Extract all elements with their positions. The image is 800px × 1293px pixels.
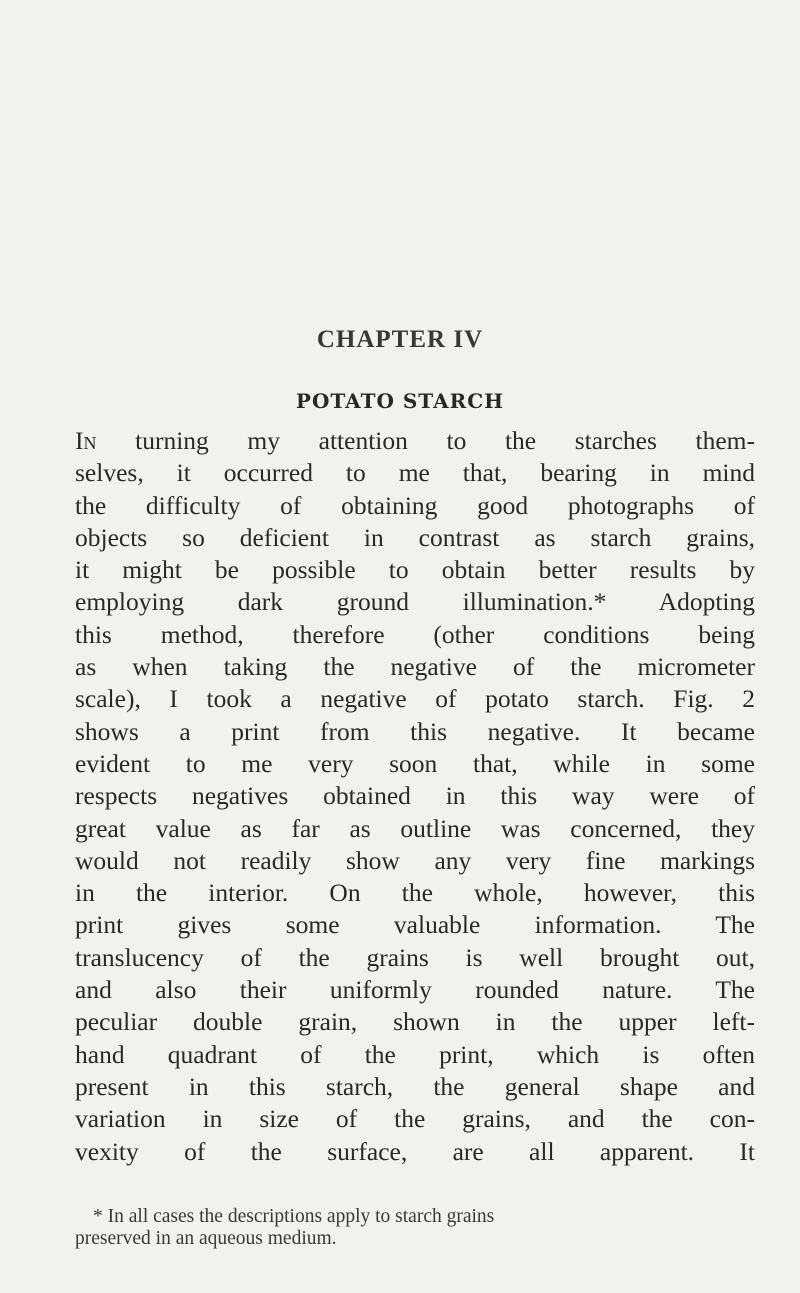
text-line: as when taking the negative of the micrometer bbox=[75, 652, 755, 682]
text-line bbox=[75, 425, 755, 457]
text-line: in the interior. On the whole, however, this bbox=[75, 878, 755, 908]
chapter-heading: CHAPTER IV bbox=[316, 326, 484, 353]
text-line: selves, it occurred to me that, bearing in mind bbox=[75, 458, 755, 488]
text-line: the difficulty of obtaining good photographs of bbox=[75, 490, 755, 520]
text-line: translucency of the grains is well brought out, bbox=[75, 942, 755, 972]
footnote-line: preserved in an aqueous medium. bbox=[75, 1228, 337, 1249]
text-line: print gives some valuable information. The bbox=[75, 910, 755, 940]
text-line: hand quadrant of the print, which is often bbox=[75, 1039, 755, 1069]
footnote bbox=[75, 1206, 755, 1250]
text-line: respects negatives obtained in this way were of bbox=[75, 781, 755, 811]
lead-word: In bbox=[75, 426, 97, 455]
text-line: present in this starch, the general shape and bbox=[75, 1071, 755, 1101]
footnote-line: * In all cases the descriptions apply to starch grains bbox=[93, 1206, 495, 1227]
text-line: great value as far as outline was concerned, they bbox=[75, 813, 755, 843]
chapter-title: POTATO STARCH bbox=[295, 389, 505, 413]
text-line: employing dark ground illumination.* Adopting bbox=[75, 587, 755, 617]
text-line: evident to me very soon that, while in some bbox=[75, 748, 755, 778]
text-line: objects so deficient in contrast as starch grains, bbox=[75, 522, 755, 552]
text-line-rest: turning my attention to the starches them- bbox=[96, 426, 755, 455]
body-paragraph bbox=[75, 425, 755, 1168]
text-line: scale), I took a negative of potato starch. Fig. 2 bbox=[75, 684, 755, 714]
text-line: would not readily show any very fine markings bbox=[75, 845, 755, 875]
text-line: and also their uniformly rounded nature. The bbox=[75, 975, 755, 1005]
text-line: shows a print from this negative. It became bbox=[75, 716, 755, 746]
text-line: it might be possible to obtain better results by bbox=[75, 555, 755, 585]
text-line: vexity of the surface, are all apparent. It bbox=[75, 1136, 755, 1166]
text-line: this method, therefore (other conditions being bbox=[75, 619, 755, 649]
text-line: peculiar double grain, shown in the upper left- bbox=[75, 1007, 755, 1037]
text-line: variation in size of the grains, and the con- bbox=[75, 1104, 755, 1134]
